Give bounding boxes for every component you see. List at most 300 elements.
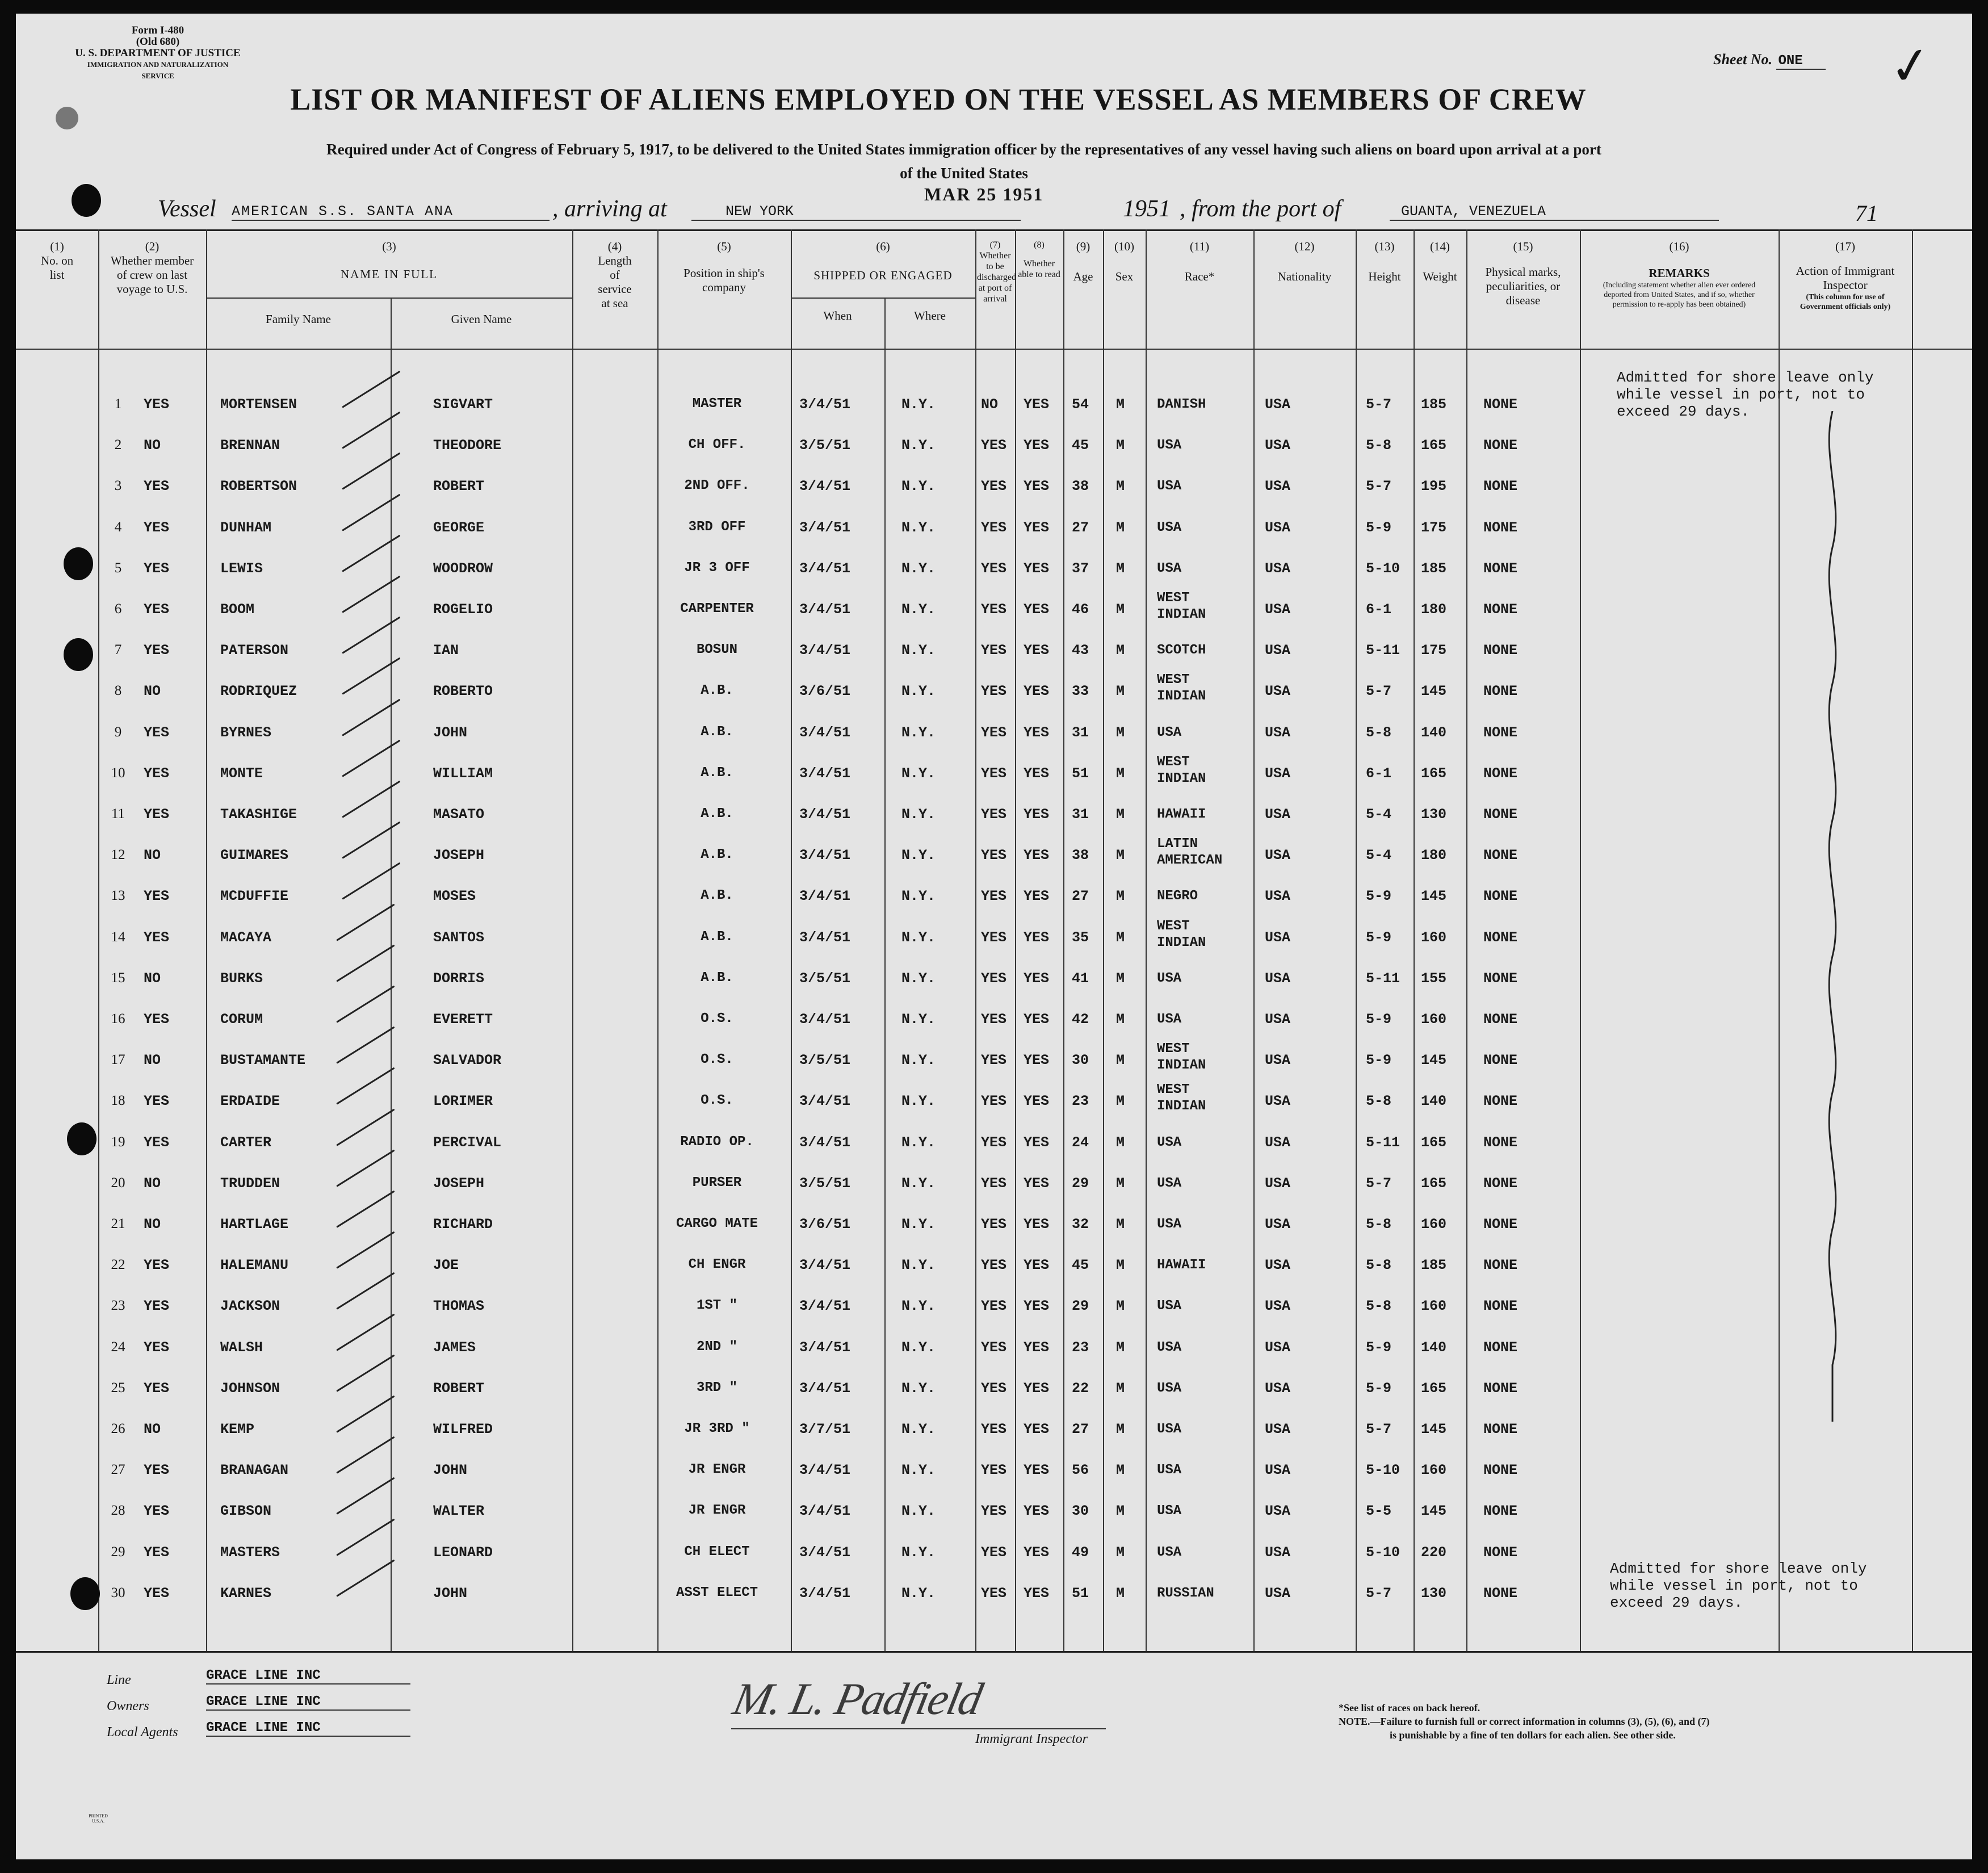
col-header-10: [1103, 240, 1146, 284]
crew-last-voyage: NO: [144, 683, 161, 699]
check-tick: [342, 452, 400, 490]
shipped-subheader-line: [791, 297, 975, 299]
shipped-where: N.Y.: [901, 519, 936, 536]
age: 33: [1072, 683, 1089, 699]
height: 5-10: [1366, 1544, 1400, 1561]
race: HAWAII: [1157, 1258, 1206, 1273]
given-name: SANTOS: [433, 929, 485, 946]
nationality: USA: [1265, 1585, 1291, 1602]
age: 45: [1072, 1257, 1089, 1273]
shipped-when: 3/4/51: [799, 519, 851, 536]
note-races: *See list of races on back hereof.: [1339, 1702, 1480, 1713]
shipped-when: 3/4/51: [799, 1134, 851, 1151]
height: 5-8: [1366, 1257, 1392, 1273]
check-tick: [336, 1150, 395, 1187]
form-old-number: (Old 680): [136, 36, 180, 48]
age: 54: [1072, 396, 1089, 413]
weight: 185: [1421, 1257, 1447, 1273]
shipped-when: 3/4/51: [799, 601, 851, 618]
check-tick: [336, 1067, 395, 1105]
sex: M: [1116, 888, 1125, 904]
given-name: GEORGE: [433, 519, 485, 536]
height: 5-8: [1366, 437, 1392, 454]
sheet-label: Sheet No.: [1713, 51, 1772, 68]
given-name: PERCIVAL: [433, 1134, 502, 1151]
col-title-12: Nationality: [1277, 270, 1332, 283]
shipped-when: 3/4/51: [799, 888, 851, 904]
discharged: YES: [981, 1380, 1007, 1397]
sex: M: [1116, 1585, 1125, 1602]
family-name: BRENNAN: [220, 437, 280, 454]
race: USA: [1157, 1463, 1182, 1478]
col-header-13: [1356, 240, 1414, 284]
family-name: CARTER: [220, 1134, 272, 1151]
crew-last-voyage: NO: [144, 1421, 161, 1438]
given-name: RICHARD: [433, 1216, 493, 1233]
family-name: TRUDDEN: [220, 1175, 280, 1192]
shipped-where: N.Y.: [901, 806, 936, 823]
discharged: YES: [981, 929, 1007, 946]
able-to-read: YES: [1024, 601, 1050, 618]
table-top-border: [16, 229, 1972, 231]
check-tick: [336, 1314, 395, 1351]
age: 22: [1072, 1380, 1089, 1397]
col-title-4: Length of service at sea: [598, 254, 632, 310]
nationality: USA: [1265, 642, 1291, 659]
position: A.B.: [701, 724, 733, 740]
race: HAWAII: [1157, 807, 1206, 822]
given-name: JOSEPH: [433, 847, 485, 864]
height: 5-11: [1366, 642, 1400, 659]
race: SCOTCH: [1157, 643, 1206, 658]
crew-last-voyage: YES: [144, 519, 170, 536]
family-name: HALEMANU: [220, 1257, 289, 1273]
sex: M: [1116, 1339, 1125, 1356]
given-name: MASATO: [433, 806, 485, 823]
discharged: YES: [981, 1011, 1007, 1028]
age: 45: [1072, 437, 1089, 454]
row-number: 11: [111, 806, 125, 822]
shipped-when: 3/4/51: [799, 396, 851, 413]
check-tick: [336, 1231, 395, 1269]
race: USA: [1157, 561, 1182, 576]
check-tick: [336, 1355, 395, 1392]
family-name: DUNHAM: [220, 519, 272, 536]
shipped-when: 3/6/51: [799, 1216, 851, 1233]
remark-shore-leave-top: Admitted for shore leave only while vessel in port, not to exceed 29 days.: [1617, 369, 1874, 420]
family-name: ERDAIDE: [220, 1093, 280, 1109]
race: WEST INDIAN: [1157, 590, 1206, 622]
col-number-15: (15): [1513, 240, 1533, 253]
shipped-when: 3/7/51: [799, 1421, 851, 1438]
sex: M: [1116, 560, 1125, 577]
col-header-4: [572, 240, 657, 311]
given-name: JOHN: [433, 1585, 468, 1602]
line-value: GRACE LINE INC: [206, 1668, 410, 1685]
height: 5-11: [1366, 970, 1400, 987]
sheet-number: [1713, 51, 1826, 69]
col-divider-16: [1779, 229, 1780, 1651]
shipped-where: N.Y.: [901, 970, 936, 987]
able-to-read: YES: [1024, 1380, 1050, 1397]
form-number-block: [73, 25, 243, 82]
shipped-when: 3/4/51: [799, 1503, 851, 1519]
race: WEST INDIAN: [1157, 1041, 1206, 1073]
col-number-10: (10): [1114, 240, 1134, 253]
note-penalty-2: is punishable by a fine of ten dollars for each alien. See other side.: [1390, 1729, 1676, 1741]
col-divider-6: [975, 229, 976, 1651]
race: USA: [1157, 520, 1182, 535]
age: 35: [1072, 929, 1089, 946]
position: PURSER: [692, 1175, 742, 1191]
physical-marks: NONE: [1483, 1175, 1518, 1192]
col-divider-15: [1580, 229, 1581, 1651]
able-to-read: YES: [1024, 970, 1050, 987]
shipped-when: 3/4/51: [799, 1585, 851, 1602]
row-number: 18: [111, 1093, 125, 1108]
row-number: 20: [111, 1175, 125, 1191]
row-number: 27: [111, 1462, 125, 1477]
given-name: LORIMER: [433, 1093, 493, 1109]
row-number: 1: [114, 396, 122, 412]
shipped-where: N.Y.: [901, 601, 936, 618]
position: CH ELECT: [684, 1544, 750, 1560]
crew-last-voyage: YES: [144, 1544, 170, 1561]
col-title-14: Weight: [1423, 270, 1457, 283]
sex: M: [1116, 437, 1125, 454]
physical-marks: NONE: [1483, 1585, 1518, 1602]
row-number: 15: [111, 970, 125, 986]
nationality: USA: [1265, 929, 1291, 946]
family-name: HARTLAGE: [220, 1216, 289, 1233]
sex: M: [1116, 929, 1125, 946]
shipped-when: 3/6/51: [799, 683, 851, 699]
check-tick: [336, 1396, 395, 1433]
given-name: JOHN: [433, 1462, 468, 1478]
shipped-where: N.Y.: [901, 1011, 936, 1028]
col-title-8: Whether able to read: [1018, 259, 1060, 279]
col-divider-6a: [884, 297, 886, 1651]
position: A.B.: [701, 765, 733, 781]
physical-marks: NONE: [1483, 1011, 1518, 1028]
family-name: LEWIS: [220, 560, 263, 577]
check-tick: [342, 412, 400, 449]
age: 30: [1072, 1503, 1089, 1519]
inspector-signature: M. L. Padfield: [728, 1674, 986, 1724]
physical-marks: NONE: [1483, 1052, 1518, 1069]
signature-line: [731, 1728, 1106, 1729]
physical-marks: NONE: [1483, 601, 1518, 618]
shipped-where: N.Y.: [901, 1380, 936, 1397]
col-number-4: (4): [607, 240, 622, 253]
height: 6-1: [1366, 765, 1392, 782]
weight: 165: [1421, 765, 1447, 782]
family-name: ROBERTSON: [220, 478, 297, 495]
check-tick: [336, 904, 395, 941]
given-name: JAMES: [433, 1339, 476, 1356]
race: WEST INDIAN: [1157, 1082, 1206, 1114]
col-number-3: (3): [382, 240, 396, 253]
given-name: ROBERTO: [433, 683, 493, 699]
physical-marks: NONE: [1483, 847, 1518, 864]
col-header-17: [1779, 240, 1912, 312]
given-name: IAN: [433, 642, 459, 659]
col-title-11: Race*: [1184, 270, 1215, 283]
crew-last-voyage: YES: [144, 1298, 170, 1314]
check-tick: [342, 862, 400, 900]
row-number: 22: [111, 1257, 125, 1272]
race: LATIN AMERICAN: [1157, 836, 1223, 868]
col-header-6: [791, 240, 975, 283]
nationality: USA: [1265, 970, 1291, 987]
sex: M: [1116, 683, 1125, 699]
check-tick: [336, 1191, 395, 1228]
crew-last-voyage: YES: [144, 929, 170, 946]
shipped-when: 3/4/51: [799, 1298, 851, 1314]
nationality: USA: [1265, 765, 1291, 782]
row-number: 9: [114, 724, 122, 740]
age: 51: [1072, 1585, 1089, 1602]
shipped-when: 3/4/51: [799, 1257, 851, 1273]
age: 27: [1072, 888, 1089, 904]
age: 51: [1072, 765, 1089, 782]
physical-marks: NONE: [1483, 929, 1518, 946]
given-name-header: Given Name: [451, 312, 512, 326]
family-name: GIBSON: [220, 1503, 272, 1519]
discharged: YES: [981, 724, 1007, 741]
shipped-where: N.Y.: [901, 1503, 936, 1519]
physical-marks: NONE: [1483, 765, 1518, 782]
punch-hole: [67, 1122, 97, 1155]
weight: 160: [1421, 1462, 1447, 1478]
check-tick: [342, 699, 400, 736]
family-name: MORTENSEN: [220, 396, 297, 413]
able-to-read: YES: [1024, 519, 1050, 536]
shipped-where: N.Y.: [901, 683, 936, 699]
crew-last-voyage: NO: [144, 847, 161, 864]
given-name: ROBERT: [433, 1380, 485, 1397]
weight: 145: [1421, 1052, 1447, 1069]
shipped-when: 3/4/51: [799, 642, 851, 659]
row-number: 29: [111, 1544, 125, 1560]
race: USA: [1157, 1298, 1182, 1314]
col-divider-5: [791, 229, 792, 1651]
able-to-read: YES: [1024, 1339, 1050, 1356]
row-number: 8: [114, 683, 122, 698]
sex: M: [1116, 1216, 1125, 1233]
position: MASTER: [692, 396, 742, 412]
nationality: USA: [1265, 683, 1291, 699]
row-number: 23: [111, 1298, 125, 1313]
nationality: USA: [1265, 1462, 1291, 1478]
family-name: MCDUFFIE: [220, 888, 289, 904]
discharged: YES: [981, 1503, 1007, 1519]
agents-label: Local Agents: [107, 1725, 178, 1740]
shipped-where: N.Y.: [901, 1052, 936, 1069]
family-name: RODRIQUEZ: [220, 683, 297, 699]
col-number-13: (13): [1374, 240, 1395, 253]
discharged: YES: [981, 847, 1007, 864]
race: USA: [1157, 1545, 1182, 1560]
height: 5-8: [1366, 1216, 1392, 1233]
able-to-read: YES: [1024, 1421, 1050, 1438]
race: USA: [1157, 1381, 1182, 1396]
race: USA: [1157, 438, 1182, 453]
col-header-8: [1015, 240, 1063, 280]
check-tick: [336, 1272, 395, 1310]
weight: 140: [1421, 1093, 1447, 1109]
sex: M: [1116, 1011, 1125, 1028]
owners-label: Owners: [107, 1699, 149, 1713]
shipped-when: 3/5/51: [799, 1052, 851, 1069]
weight: 165: [1421, 1380, 1447, 1397]
able-to-read: YES: [1024, 847, 1050, 864]
sheet-value: ONE: [1776, 53, 1826, 70]
discharged: YES: [981, 1585, 1007, 1602]
age: 56: [1072, 1462, 1089, 1478]
physical-marks: NONE: [1483, 478, 1518, 495]
col-number-12: (12): [1294, 240, 1315, 253]
vessel-name: AMERICAN S.S. SANTA ANA: [232, 203, 550, 221]
crew-last-voyage: YES: [144, 642, 170, 659]
shipped-where: N.Y.: [901, 437, 936, 454]
row-number: 13: [111, 888, 125, 903]
given-name: DORRIS: [433, 970, 485, 987]
able-to-read: YES: [1024, 560, 1050, 577]
given-name: JOE: [433, 1257, 459, 1273]
from-port-label: , from the port of: [1180, 196, 1341, 222]
footer-notes: [1339, 1701, 1709, 1742]
col-divider-9: [1103, 229, 1104, 1651]
row-number: 16: [111, 1011, 125, 1026]
col-divider-8: [1063, 229, 1064, 1651]
col-header-14: [1414, 240, 1466, 284]
check-mark: ✓: [1885, 36, 1936, 98]
weight: 185: [1421, 560, 1447, 577]
col-number-9: (9): [1076, 240, 1091, 253]
shipped-where: N.Y.: [901, 560, 936, 577]
punch-hole: [64, 638, 93, 671]
nationality: USA: [1265, 1093, 1291, 1109]
able-to-read: YES: [1024, 1462, 1050, 1478]
given-name: LEONARD: [433, 1544, 493, 1561]
discharged: YES: [981, 601, 1007, 618]
age: 37: [1072, 560, 1089, 577]
position: JR ENGR: [688, 1503, 746, 1518]
shipped-when: 3/4/51: [799, 929, 851, 946]
shipped-when: 3/4/51: [799, 806, 851, 823]
weight: 130: [1421, 1585, 1447, 1602]
discharged: YES: [981, 683, 1007, 699]
col-header-5: [657, 240, 791, 295]
crew-last-voyage: YES: [144, 1011, 170, 1028]
shipped-where: N.Y.: [901, 724, 936, 741]
crew-last-voyage: NO: [144, 1216, 161, 1233]
physical-marks: NONE: [1483, 1421, 1518, 1438]
race: USA: [1157, 971, 1182, 986]
given-name: WILFRED: [433, 1421, 493, 1438]
weight: 140: [1421, 724, 1447, 741]
age: 27: [1072, 1421, 1089, 1438]
crew-last-voyage: YES: [144, 1257, 170, 1273]
height: 5-7: [1366, 1585, 1392, 1602]
sex: M: [1116, 1093, 1125, 1109]
physical-marks: NONE: [1483, 970, 1518, 987]
col-header-12: [1253, 240, 1356, 284]
family-name: BRANAGAN: [220, 1462, 289, 1478]
family-name: JACKSON: [220, 1298, 280, 1314]
shipped-when: 3/4/51: [799, 1011, 851, 1028]
discharged: YES: [981, 1462, 1007, 1478]
position: A.B.: [701, 970, 733, 986]
discharged: YES: [981, 1339, 1007, 1356]
age: 23: [1072, 1093, 1089, 1109]
physical-marks: NONE: [1483, 683, 1518, 699]
age: 31: [1072, 806, 1089, 823]
family-name: PATERSON: [220, 642, 289, 659]
shipped-when: 3/4/51: [799, 847, 851, 864]
col-divider-17: [1912, 229, 1913, 1651]
shipped-when: 3/5/51: [799, 970, 851, 987]
sex: M: [1116, 1421, 1125, 1438]
nationality: USA: [1265, 1011, 1291, 1028]
sex: M: [1116, 396, 1125, 413]
able-to-read: YES: [1024, 1175, 1050, 1192]
crew-last-voyage: YES: [144, 1339, 170, 1356]
able-to-read: YES: [1024, 1052, 1050, 1069]
shipped-where: N.Y.: [901, 1339, 936, 1356]
given-name: SALVADOR: [433, 1052, 502, 1069]
race: WEST INDIAN: [1157, 755, 1206, 786]
col-title-17: Action of Immigrant Inspector: [1796, 264, 1895, 292]
document-title: LIST OR MANIFEST OF ALIENS EMPLOYED ON THE VESSEL AS MEMBERS OF CREW: [290, 82, 1587, 116]
line-label: Line: [107, 1673, 131, 1687]
check-tick: [342, 576, 400, 613]
row-number: 26: [111, 1421, 125, 1436]
family-name: BOOM: [220, 601, 255, 618]
col-number-6: (6): [876, 240, 890, 253]
subtitle-line-1: Required under Act of Congress of February 5, 1917, to be delivered to the United States immigration officer by the representatives of any vessel having such aliens on board upon arrival at a port: [326, 141, 1601, 158]
weight: 165: [1421, 1175, 1447, 1192]
inspector-label: Immigrant Inspector: [975, 1732, 1088, 1746]
col-title-7: Whether to be discharged at port of arrival: [977, 251, 1017, 304]
inspector-wavy-line: [1815, 411, 1849, 1535]
given-name: WOODROW: [433, 560, 493, 577]
weight: 145: [1421, 1421, 1447, 1438]
height: 5-8: [1366, 724, 1392, 741]
family-name: BURKS: [220, 970, 263, 987]
check-tick: [342, 822, 400, 859]
discharged: YES: [981, 1421, 1007, 1438]
col-divider-10: [1146, 229, 1147, 1651]
sex: M: [1116, 1462, 1125, 1478]
age: 38: [1072, 478, 1089, 495]
shipped-when: 3/4/51: [799, 724, 851, 741]
crew-last-voyage: YES: [144, 560, 170, 577]
family-name: BUSTAMANTE: [220, 1052, 306, 1069]
race: USA: [1157, 479, 1182, 494]
nationality: USA: [1265, 1544, 1291, 1561]
nationality: USA: [1265, 519, 1291, 536]
height: 5-7: [1366, 396, 1392, 413]
check-tick: [342, 781, 400, 818]
shipped-where: N.Y.: [901, 1298, 936, 1314]
physical-marks: NONE: [1483, 1462, 1518, 1478]
age: 42: [1072, 1011, 1089, 1028]
position: A.B.: [701, 806, 733, 822]
weight: 140: [1421, 1339, 1447, 1356]
shipped-when: 3/4/51: [799, 1339, 851, 1356]
